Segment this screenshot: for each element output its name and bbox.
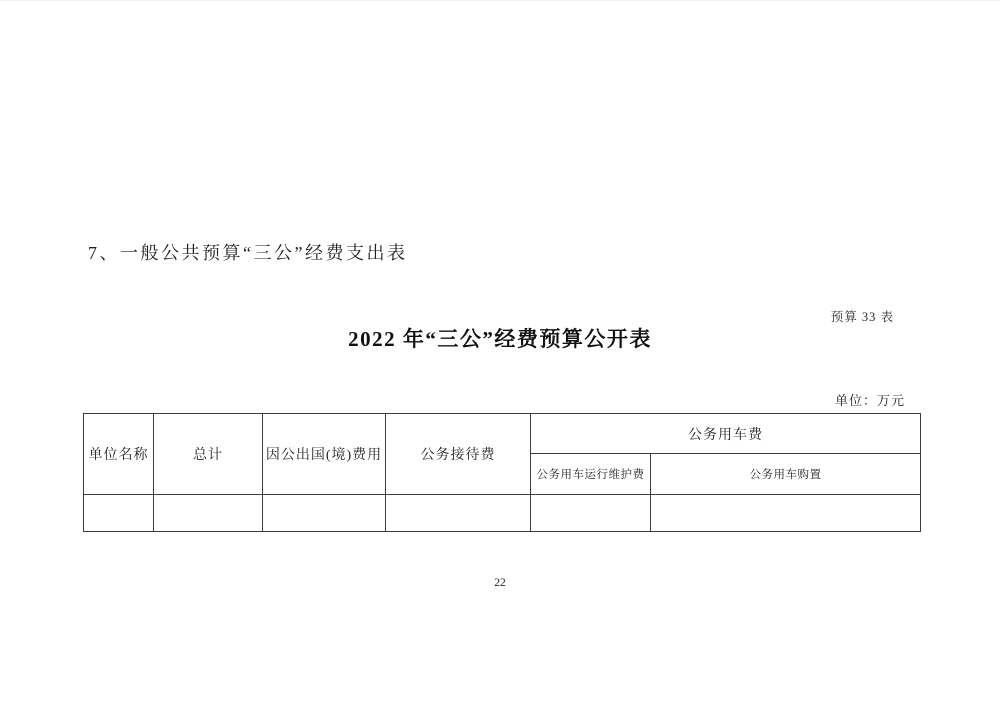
col-header-total: 总计 <box>154 414 263 495</box>
col-header-vehicle-purchase: 公务用车购置 <box>651 454 921 495</box>
col-header-official-vehicle-group: 公务用车费 <box>531 414 921 454</box>
table-body <box>84 495 921 532</box>
cell-unit-name <box>84 495 154 532</box>
cell-vehicle-maintenance <box>531 495 651 532</box>
table-header <box>84 414 921 495</box>
page-number: 22 <box>494 577 506 589</box>
three-public-budget-table <box>83 413 921 532</box>
cell-official-reception <box>386 495 531 532</box>
budget-table-number-label: 预算 33 表 <box>830 310 894 324</box>
cell-total <box>154 495 263 532</box>
cell-vehicle-purchase <box>651 495 921 532</box>
unit-of-measure-note: 单位：万元 <box>834 393 905 408</box>
col-header-vehicle-maintenance: 公务用车运行维护费 <box>531 454 651 495</box>
col-header-official-reception: 公务接待费 <box>386 414 531 495</box>
document-title: 2022 年“三公”经费预算公开表 <box>348 327 652 351</box>
col-header-unit-name: 单位名称 <box>84 414 154 495</box>
cell-overseas-travel <box>263 495 386 532</box>
header-row-main <box>84 414 921 454</box>
col-header-overseas-travel: 因公出国(境)费用 <box>263 414 386 495</box>
section-heading: 7、一般公共预算“三公”经费支出表 <box>88 243 408 263</box>
table-row <box>84 495 921 532</box>
